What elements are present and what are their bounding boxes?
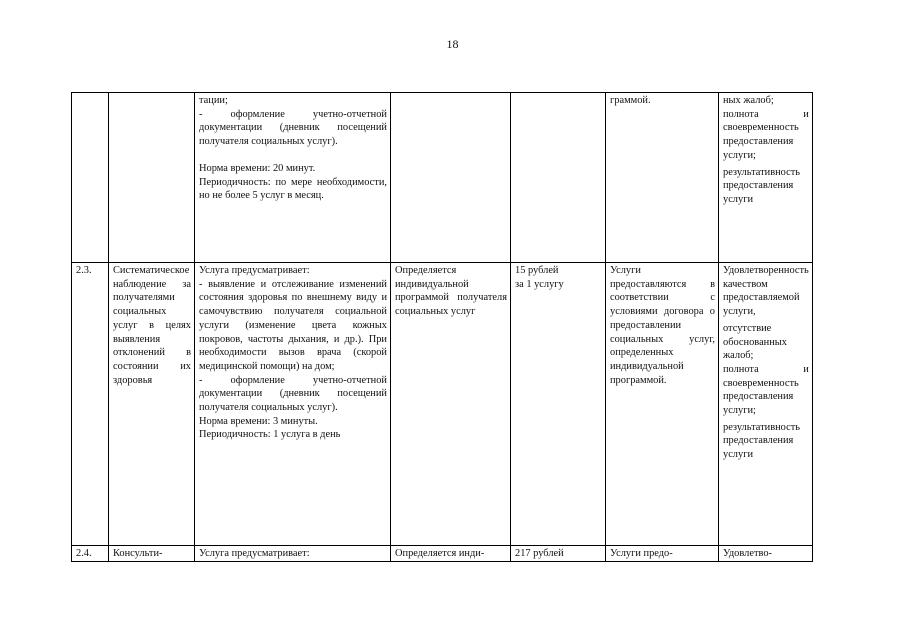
cell-price: 217 рублей xyxy=(511,546,606,562)
cell-price xyxy=(511,263,606,546)
table-row xyxy=(72,263,813,546)
cell-conditions: граммой. xyxy=(606,93,719,263)
description-line: Услуга предусматривает: xyxy=(199,265,310,276)
cell-service-name: Систематическое наблюдение за получателями социальных услуг в целях выявления отклонений в состоянии их здоровья xyxy=(109,263,195,546)
cell-service-name: Консульти- xyxy=(109,546,195,562)
cell-indicators xyxy=(719,263,813,546)
description-line: - выявление и отслеживание изменений состояния здоровья по внешнему виду и самочувствию получателя социальной услуги (изменение цвета кожных покровов, частоты дыхания, и др.). При необходимости вызов врача (скорой медицинской помощи) на дом; xyxy=(199,278,387,372)
indicator-line: Удовлетворенность качеством предоставляемой услуги, xyxy=(723,265,809,318)
indicator-line: ных жалоб; xyxy=(723,95,774,106)
cell-indicators: Удовлетво- xyxy=(719,546,813,562)
cell-price xyxy=(511,93,606,263)
table-row xyxy=(72,546,813,562)
indicator-line: результативность предоставления услуги xyxy=(723,421,801,461)
time-norm: Норма времени: 3 минуты. xyxy=(199,415,318,427)
description-line: - оформление учетно-отчетной документации (дневник посещений получателя социальных услуг). xyxy=(199,108,387,148)
services-table xyxy=(71,92,813,562)
cell-service-description: Услуга предусматривает: xyxy=(195,546,391,562)
cell-service-description xyxy=(195,93,391,263)
table-row xyxy=(72,93,813,263)
price-value: 15 рублей xyxy=(515,265,559,276)
cell-conditions: Услуги предоставляются в соответствии с условиями договора о предоставлении социальных услуг, определенных индивидуальной программой. xyxy=(606,263,719,546)
periodicity: Периодичность: 1 услуга в день xyxy=(199,429,341,441)
cell-service-name xyxy=(109,93,195,263)
indicator-line: результативность предоставления услуги xyxy=(723,166,801,205)
price-unit: за 1 услугу xyxy=(515,278,564,290)
cell-volume: Определяется индивидуальной программой получателя социальных услуг xyxy=(391,263,511,546)
cell-volume xyxy=(391,93,511,263)
periodicity: Периодичность: по мере необходимости, но не более 5 услуг в месяц. xyxy=(199,176,387,202)
indicator-line: отсутствие обоснованных жалоб; xyxy=(723,322,787,362)
cell-indicators xyxy=(719,93,813,263)
cell-number: 2.3. xyxy=(72,263,109,546)
page-number: 18 xyxy=(446,37,459,51)
cell-number: 2.4. xyxy=(72,546,109,562)
time-norm: Норма времени: 20 минут. xyxy=(199,162,316,174)
indicator-line: полнота и своевременность предоставления услуги; xyxy=(723,108,809,161)
cell-volume: Определяется инди- xyxy=(391,546,511,562)
cell-number xyxy=(72,93,109,263)
description-line: тации; xyxy=(199,95,228,106)
cell-service-description xyxy=(195,263,391,546)
cell-conditions: Услуги предо- xyxy=(606,546,719,562)
indicator-line: полнота и своевременность предоставления услуги; xyxy=(723,363,809,417)
description-line: - оформление учетно-отчетной документации (дневник посещений получателя социальных услуг). xyxy=(199,374,387,414)
